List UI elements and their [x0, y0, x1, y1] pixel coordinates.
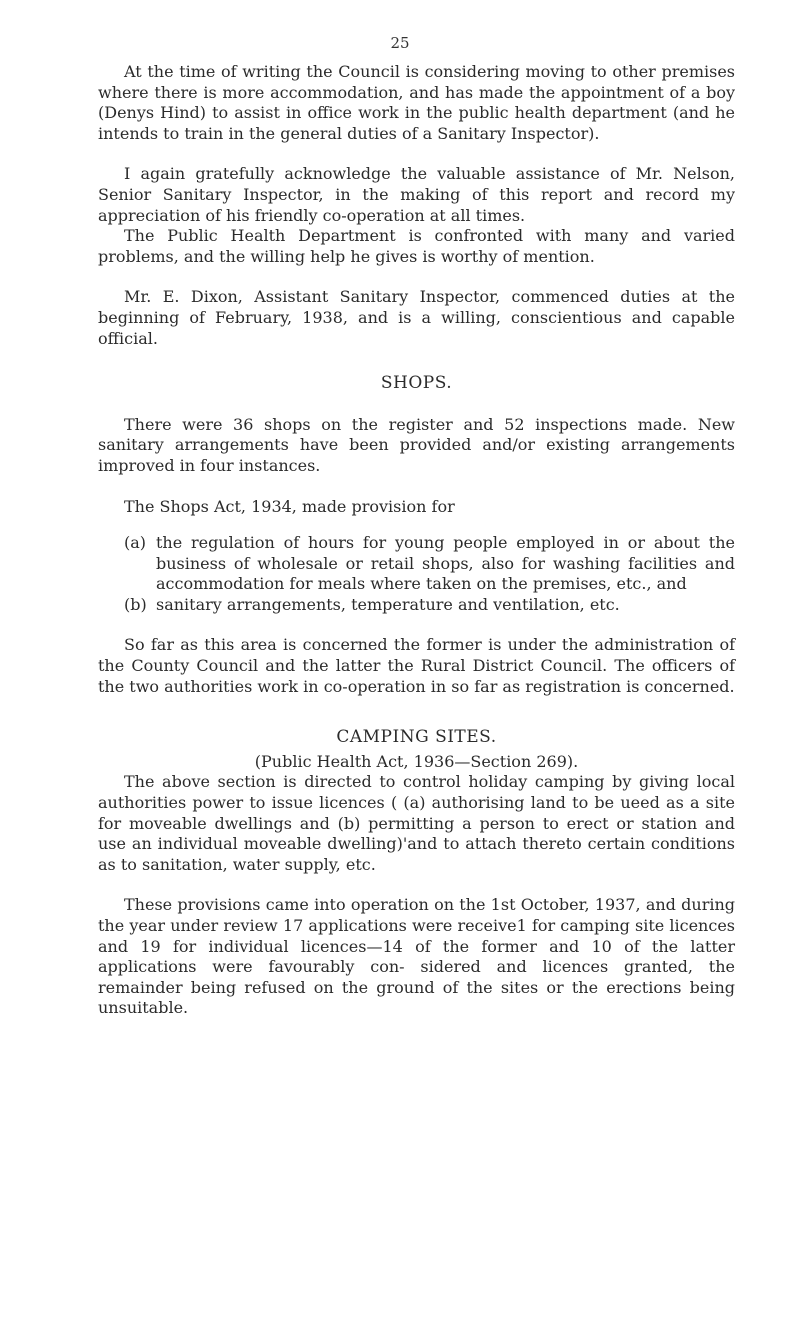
list-item	[98, 533, 735, 595]
paragraph-shops-register: There were 36 shops on the register and 52 inspections made. New sanitary arrangements have been provided and/or existing arrangements improved in four instances.	[98, 414, 735, 475]
paragraph-camping-section: The above section is directed to control holiday camping by giving local authorities power to issue licences ( (a) authorising land to be ueed as a site for moveable dwellings and (b) permitting a person to erect or station and use an individual moveable dwelling)'and to attach thereto certain conditions as to sanitation, water supply, etc.	[98, 772, 735, 874]
paragraph-shops-act: The Shops Act, 1934, made provision for	[124, 496, 455, 516]
paragraph-assistant-inspector: Mr. E. Dixon, Assistant Sanitary Inspector, commenced duties at the beginning of February, 1938, and is a willing, conscientious and capable official.	[98, 287, 735, 348]
list-item-label: (a)	[124, 533, 147, 553]
page-number: 25	[390, 34, 410, 52]
list-item	[98, 595, 735, 616]
paragraph-office-move: At the time of writing the Council is considering moving to other premises where there is more accommodation, and has made the appointment of a boy (Denys Hind) to assist in office work in the public health department (and he intends to train in the general duties of a Sanitary Inspector).	[98, 62, 735, 143]
section-subheading-public-health-act: (Public Health Act, 1936—Section 269).	[254, 751, 579, 771]
list-item-text: the regulation of hours for young people employed in or about the business of wholesale or retail shops, also for washing facilities and accommodation for meals where taken on the premises, etc., and	[156, 533, 735, 594]
paragraph-acknowledgement: I again gratefully acknowledge the valuable assistance of Mr. Nelson, Senior Sanitary Inspector, in the making of this report and record my appreciation of his friendly co-operation at all times.	[98, 164, 735, 225]
paragraph-department-problems: The Public Health Department is confronted with many and varied problems, and the willing help he gives is worthy of mention.	[98, 226, 735, 266]
paragraph-camping-applications: These provisions came into operation on the 1st October, 1937, and during the year under review 17 applications were receive1 for camping site licences and 19 for individual licences—14 of the former and 10 of the latter applications were favourably con- sidered and licences granted, the remainder being refused on the ground of the sites or the erections being unsuitable.	[98, 895, 735, 1018]
shops-act-provisions-list	[98, 533, 735, 615]
paragraph-shops-administration: So far as this area is concerned the former is under the administration of the County Council and the latter the Rural District Council. The officers of the two authorities work in co-operation in so far as registration is concerned.	[98, 635, 735, 696]
page-content	[98, 62, 735, 1019]
list-item-label: (b)	[124, 594, 147, 614]
section-heading-camping-sites: CAMPING SITES.	[336, 727, 497, 748]
list-item-text: sanitary arrangements, temperature and ventilation, etc.	[156, 594, 620, 614]
section-heading-shops: SHOPS.	[380, 373, 453, 394]
